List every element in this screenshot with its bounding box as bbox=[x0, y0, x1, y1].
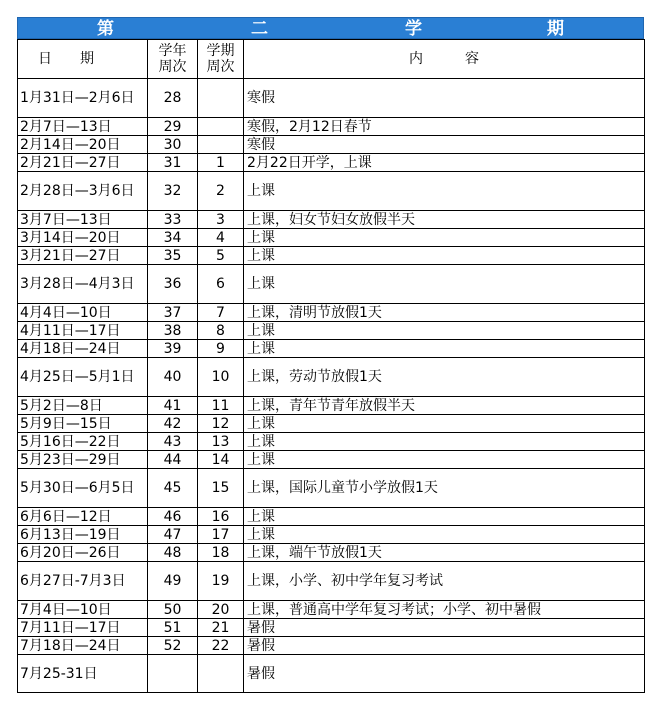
row-date: 2月21日—27日 bbox=[18, 154, 148, 172]
semester-schedule bbox=[17, 17, 644, 693]
row-term-week: 11 bbox=[198, 397, 244, 415]
table-row bbox=[18, 562, 645, 601]
row-date: 2月28日—3月6日 bbox=[18, 172, 148, 211]
header-date: 日 期 bbox=[18, 40, 148, 79]
row-term-week: 14 bbox=[198, 451, 244, 469]
row-term-week: 4 bbox=[198, 229, 244, 247]
row-school-week: 37 bbox=[148, 304, 198, 322]
row-term-week: 20 bbox=[198, 601, 244, 619]
row-date: 2月14日—20日 bbox=[18, 136, 148, 154]
row-date: 4月11日—17日 bbox=[18, 322, 148, 340]
row-content: 上课，端午节放假1天 bbox=[244, 544, 645, 562]
row-term-week bbox=[198, 118, 244, 136]
row-school-week: 47 bbox=[148, 526, 198, 544]
table-row bbox=[18, 433, 645, 451]
row-date: 6月20日—26日 bbox=[18, 544, 148, 562]
row-school-week: 43 bbox=[148, 433, 198, 451]
row-school-week: 35 bbox=[148, 247, 198, 265]
row-content: 上课，劳动节放假1天 bbox=[244, 358, 645, 397]
header-school-week bbox=[148, 40, 198, 79]
row-term-week: 3 bbox=[198, 211, 244, 229]
row-date: 7月18日—24日 bbox=[18, 637, 148, 655]
row-term-week: 8 bbox=[198, 322, 244, 340]
row-school-week: 28 bbox=[148, 79, 198, 118]
row-school-week: 34 bbox=[148, 229, 198, 247]
header-term-week bbox=[198, 40, 244, 79]
row-date: 5月16日—22日 bbox=[18, 433, 148, 451]
row-term-week: 1 bbox=[198, 154, 244, 172]
row-date: 5月9日—15日 bbox=[18, 415, 148, 433]
row-term-week: 16 bbox=[198, 508, 244, 526]
header-content: 内 容 bbox=[244, 40, 645, 79]
row-date: 5月30日—6月5日 bbox=[18, 469, 148, 508]
row-school-week bbox=[148, 655, 198, 693]
row-school-week: 49 bbox=[148, 562, 198, 601]
table-row bbox=[18, 655, 645, 693]
row-term-week: 22 bbox=[198, 637, 244, 655]
table-row bbox=[18, 229, 645, 247]
table-row bbox=[18, 544, 645, 562]
row-content: 上课，妇女节妇女放假半天 bbox=[244, 211, 645, 229]
row-term-week: 7 bbox=[198, 304, 244, 322]
table-row bbox=[18, 136, 645, 154]
row-content: 上课 bbox=[244, 322, 645, 340]
row-content: 上课，小学、初中学年复习考试 bbox=[244, 562, 645, 601]
row-content: 上课 bbox=[244, 508, 645, 526]
row-content: 上课 bbox=[244, 526, 645, 544]
row-school-week: 32 bbox=[148, 172, 198, 211]
table-row bbox=[18, 508, 645, 526]
row-school-week: 39 bbox=[148, 340, 198, 358]
row-content: 上课 bbox=[244, 340, 645, 358]
table-row bbox=[18, 211, 645, 229]
table-row bbox=[18, 469, 645, 508]
table-row bbox=[18, 304, 645, 322]
row-term-week bbox=[198, 655, 244, 693]
row-school-week: 33 bbox=[148, 211, 198, 229]
row-date: 7月4日—10日 bbox=[18, 601, 148, 619]
row-content: 上课 bbox=[244, 451, 645, 469]
row-term-week: 17 bbox=[198, 526, 244, 544]
row-content: 上课 bbox=[244, 229, 645, 247]
row-school-week: 41 bbox=[148, 397, 198, 415]
row-school-week: 44 bbox=[148, 451, 198, 469]
row-school-week: 46 bbox=[148, 508, 198, 526]
row-content: 上课 bbox=[244, 172, 645, 211]
row-term-week: 15 bbox=[198, 469, 244, 508]
row-date: 1月31日—2月6日 bbox=[18, 79, 148, 118]
row-date: 3月14日—20日 bbox=[18, 229, 148, 247]
row-content: 暑假 bbox=[244, 637, 645, 655]
table-row bbox=[18, 79, 645, 118]
row-content: 上课 bbox=[244, 247, 645, 265]
row-school-week: 51 bbox=[148, 619, 198, 637]
row-term-week: 18 bbox=[198, 544, 244, 562]
banner-char-4: 期 bbox=[547, 19, 564, 39]
banner-char-1: 第 bbox=[97, 19, 114, 39]
row-date: 6月13日—19日 bbox=[18, 526, 148, 544]
row-school-week: 45 bbox=[148, 469, 198, 508]
header-term-week-line1: 学期 bbox=[206, 43, 235, 59]
table-row bbox=[18, 172, 645, 211]
table-row bbox=[18, 358, 645, 397]
header-row bbox=[18, 40, 645, 79]
row-content: 上课 bbox=[244, 415, 645, 433]
row-term-week: 6 bbox=[198, 265, 244, 304]
row-term-week: 9 bbox=[198, 340, 244, 358]
row-school-week: 42 bbox=[148, 415, 198, 433]
row-content: 上课 bbox=[244, 265, 645, 304]
row-date: 7月25-31日 bbox=[18, 655, 148, 693]
table-row bbox=[18, 397, 645, 415]
table-row bbox=[18, 619, 645, 637]
row-date: 3月28日—4月3日 bbox=[18, 265, 148, 304]
row-content: 寒假 bbox=[244, 79, 645, 118]
row-date: 7月11日—17日 bbox=[18, 619, 148, 637]
row-content: 暑假 bbox=[244, 619, 645, 637]
row-date: 6月6日—12日 bbox=[18, 508, 148, 526]
row-content: 上课，清明节放假1天 bbox=[244, 304, 645, 322]
row-school-week: 29 bbox=[148, 118, 198, 136]
row-school-week: 52 bbox=[148, 637, 198, 655]
row-school-week: 48 bbox=[148, 544, 198, 562]
header-term-week-line2: 周次 bbox=[206, 59, 235, 75]
table-row bbox=[18, 118, 645, 136]
table-row bbox=[18, 526, 645, 544]
table-row bbox=[18, 415, 645, 433]
table-row bbox=[18, 451, 645, 469]
row-school-week: 40 bbox=[148, 358, 198, 397]
row-school-week: 31 bbox=[148, 154, 198, 172]
banner-char-3: 学 bbox=[405, 19, 422, 39]
row-date: 6月27日-7月3日 bbox=[18, 562, 148, 601]
row-school-week: 38 bbox=[148, 322, 198, 340]
row-school-week: 50 bbox=[148, 601, 198, 619]
row-content: 寒假，2月12日春节 bbox=[244, 118, 645, 136]
row-term-week: 2 bbox=[198, 172, 244, 211]
header-school-week-line1: 学年 bbox=[158, 43, 187, 59]
row-term-week bbox=[198, 79, 244, 118]
schedule-table bbox=[17, 39, 645, 693]
row-content: 上课，青年节青年放假半天 bbox=[244, 397, 645, 415]
row-term-week: 10 bbox=[198, 358, 244, 397]
row-content: 寒假 bbox=[244, 136, 645, 154]
row-content: 2月22日开学，上课 bbox=[244, 154, 645, 172]
table-row bbox=[18, 637, 645, 655]
row-term-week: 12 bbox=[198, 415, 244, 433]
row-date: 3月21日—27日 bbox=[18, 247, 148, 265]
row-date: 2月7日—13日 bbox=[18, 118, 148, 136]
row-content: 上课 bbox=[244, 433, 645, 451]
row-date: 5月2日—8日 bbox=[18, 397, 148, 415]
row-date: 4月18日—24日 bbox=[18, 340, 148, 358]
row-date: 5月23日—29日 bbox=[18, 451, 148, 469]
table-row bbox=[18, 265, 645, 304]
row-content: 暑假 bbox=[244, 655, 645, 693]
table-row bbox=[18, 247, 645, 265]
table-row bbox=[18, 340, 645, 358]
row-school-week: 30 bbox=[148, 136, 198, 154]
row-term-week bbox=[198, 136, 244, 154]
table-row bbox=[18, 322, 645, 340]
row-term-week: 5 bbox=[198, 247, 244, 265]
row-date: 4月25日—5月1日 bbox=[18, 358, 148, 397]
row-date: 4月4日—10日 bbox=[18, 304, 148, 322]
table-row bbox=[18, 601, 645, 619]
row-term-week: 21 bbox=[198, 619, 244, 637]
row-term-week: 13 bbox=[198, 433, 244, 451]
header-school-week-line2: 周次 bbox=[158, 59, 187, 75]
table-row bbox=[18, 154, 645, 172]
row-term-week: 19 bbox=[198, 562, 244, 601]
banner-char-2: 二 bbox=[251, 19, 268, 39]
row-content: 上课，普通高中学年复习考试；小学、初中暑假 bbox=[244, 601, 645, 619]
row-date: 3月7日—13日 bbox=[18, 211, 148, 229]
row-school-week: 36 bbox=[148, 265, 198, 304]
row-content: 上课，国际儿童节小学放假1天 bbox=[244, 469, 645, 508]
